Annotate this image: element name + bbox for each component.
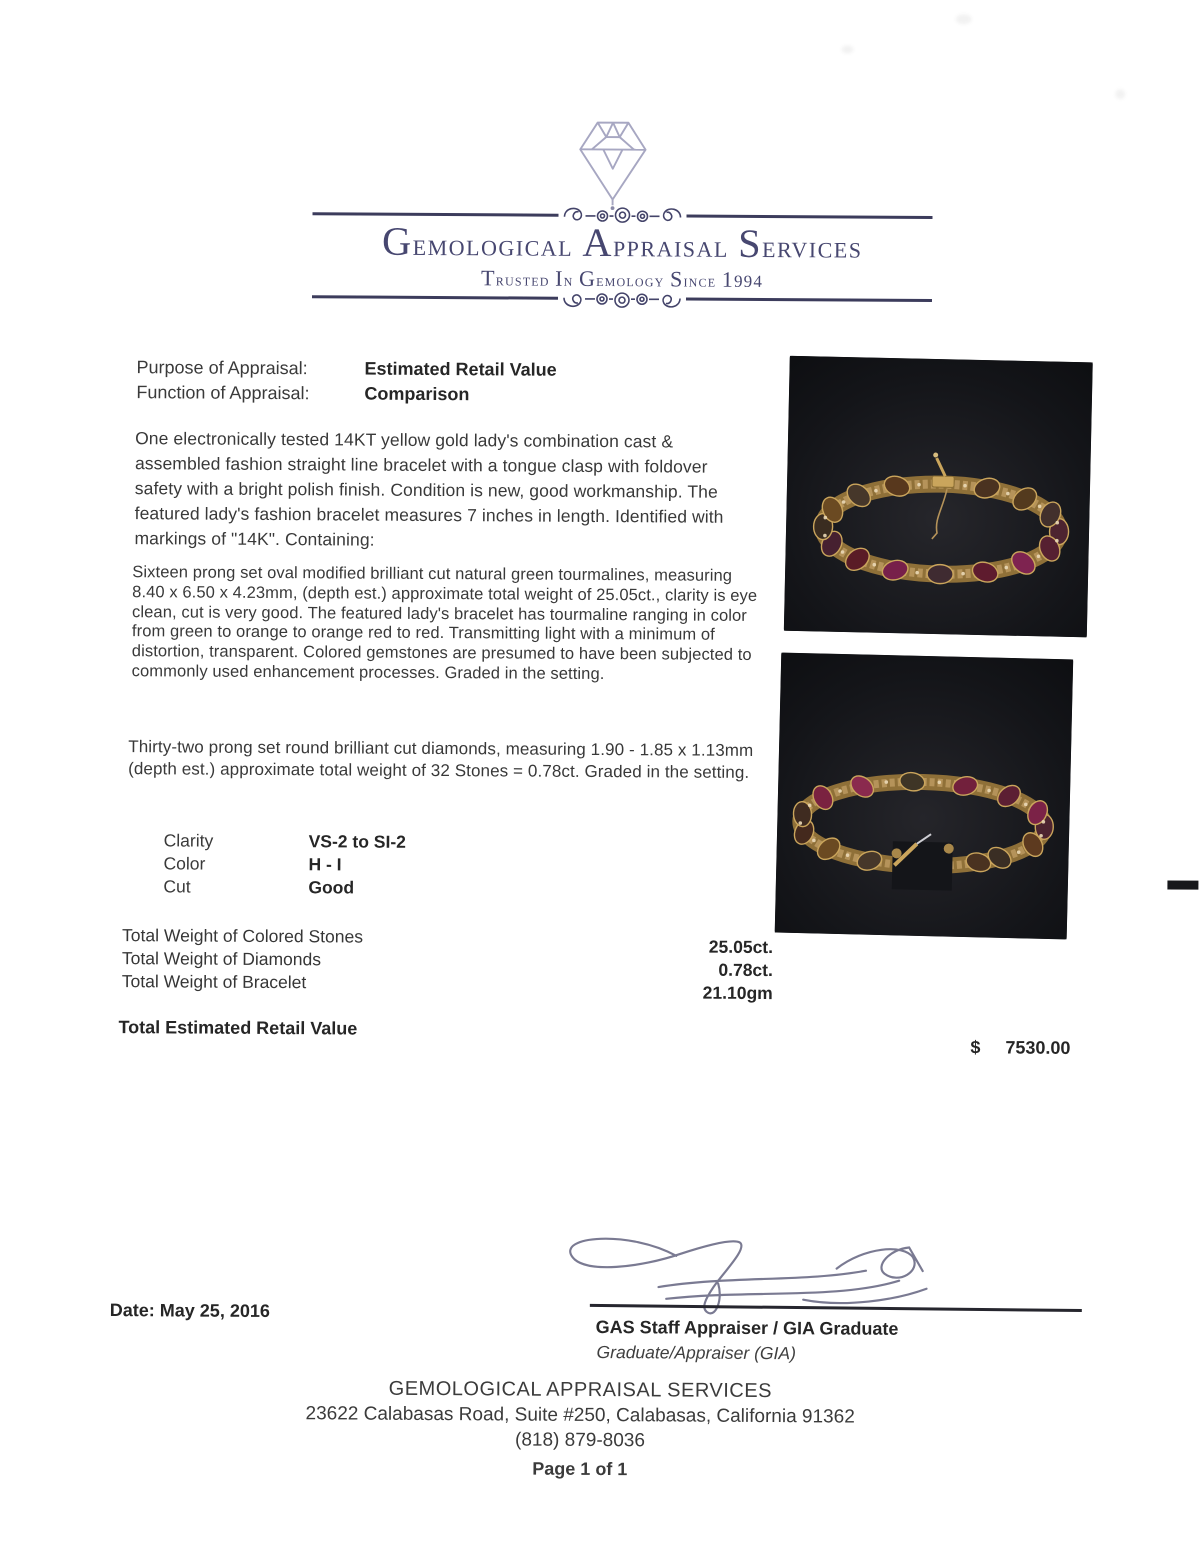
header-rule-bottom-left	[312, 295, 558, 300]
total-diamonds-value: 0.78ct.	[718, 959, 773, 981]
purpose-row	[137, 357, 557, 381]
function-label: Function of Appraisal:	[136, 382, 310, 404]
scroll-ornament-icon	[562, 284, 682, 315]
retail-amount: 7530.00	[1005, 1037, 1071, 1058]
signer-title: GAS Staff Appraiser / GIA Graduate	[595, 1316, 899, 1339]
brand-tagline: Trusted In Gemology Since 1994	[481, 265, 764, 292]
tourmaline-description-paragraph: Sixteen prong set oval modified brilliant cut natural green tourmalines, measuring 8.40 x 6.50 x 4.23mm, (depth est.) approximate total weight of 25.05ct., clarity is eye clean, cut is very good. The featured lady's bracelet has tourmaline ranging in color from green to orange to orange red to red. Transmitting light with a minimum of distortion, transparent. Colored gemstones are presumed to have been subjected to commonly used enhancement processes. Graded in the setting.	[131, 563, 758, 684]
function-row	[136, 382, 469, 405]
currency-symbol: $	[970, 1037, 981, 1058]
page-indicator: Page 1 of 1	[532, 1458, 628, 1480]
grade-row-clarity	[164, 830, 406, 852]
signer-subtitle: Graduate/Appraiser (GIA)	[596, 1341, 797, 1364]
clarity-label: Clarity	[163, 830, 214, 851]
grade-row-cut	[163, 876, 354, 898]
color-value: H - I	[308, 854, 342, 875]
footer-company: GEMOLOGICAL APPRAISAL SERVICES	[388, 1377, 773, 1403]
footer-phone: (818) 879-8036	[514, 1429, 646, 1452]
bracelet-photo-closed	[784, 356, 1093, 638]
scan-artifact	[956, 14, 972, 24]
total-colored-stones-value: 25.05ct.	[708, 936, 774, 958]
clarity-value: VS-2 to SI-2	[308, 831, 406, 852]
total-colored-stones-label: Total Weight of Colored Stones	[122, 925, 364, 947]
total-bracelet-label: Total Weight of Bracelet	[121, 971, 307, 993]
retail-value-amount	[970, 1037, 1070, 1059]
total-diamonds-label: Total Weight of Diamonds	[121, 948, 322, 970]
header-rule-bottom-right	[686, 298, 932, 303]
diamond-description-paragraph: Thirty-two prong set round brilliant cut diamonds, measuring 1.90 - 1.85 x 1.13mm (depth est.) approximate total weight of 32 Stones = 0.78ct. Graded in the setting.	[128, 737, 754, 782]
cut-value: Good	[308, 877, 355, 898]
item-description-paragraph: One electronically tested 14KT yellow gold lady's combination cast & assembled fashion straight line bracelet with a tongue clasp with foldover safety with a bright polish finish. Condition is new, good workmanship. The featured lady's fashion bracelet measures 7 inches in length. Identified with markings of "14K". Containing:	[134, 428, 724, 550]
bracelet-photo-open	[775, 653, 1074, 940]
function-value: Comparison	[364, 383, 470, 405]
color-label: Color	[163, 853, 206, 874]
scan-artifact	[841, 45, 853, 53]
footer-address: 23622 Calabasas Road, Suite #250, Calabasas, California 91362	[305, 1403, 855, 1428]
purpose-label: Purpose of Appraisal:	[136, 357, 308, 379]
header-rule-top-left	[312, 212, 558, 217]
cut-label: Cut	[163, 876, 191, 897]
scan-artifact	[1115, 89, 1125, 99]
purpose-value: Estimated Retail Value	[364, 358, 557, 380]
scan-artifact	[1167, 880, 1198, 889]
brand-title: Gemological Appraisal Services	[381, 218, 863, 266]
header-rule-top-right	[686, 215, 932, 220]
diamond-logo-icon	[565, 111, 662, 212]
grade-row-color	[163, 853, 341, 875]
retail-value-label: Total Estimated Retail Value	[118, 1017, 358, 1039]
total-bracelet-value: 21.10gm	[702, 982, 773, 1004]
date-label: Date: May 25, 2016	[109, 1300, 270, 1321]
